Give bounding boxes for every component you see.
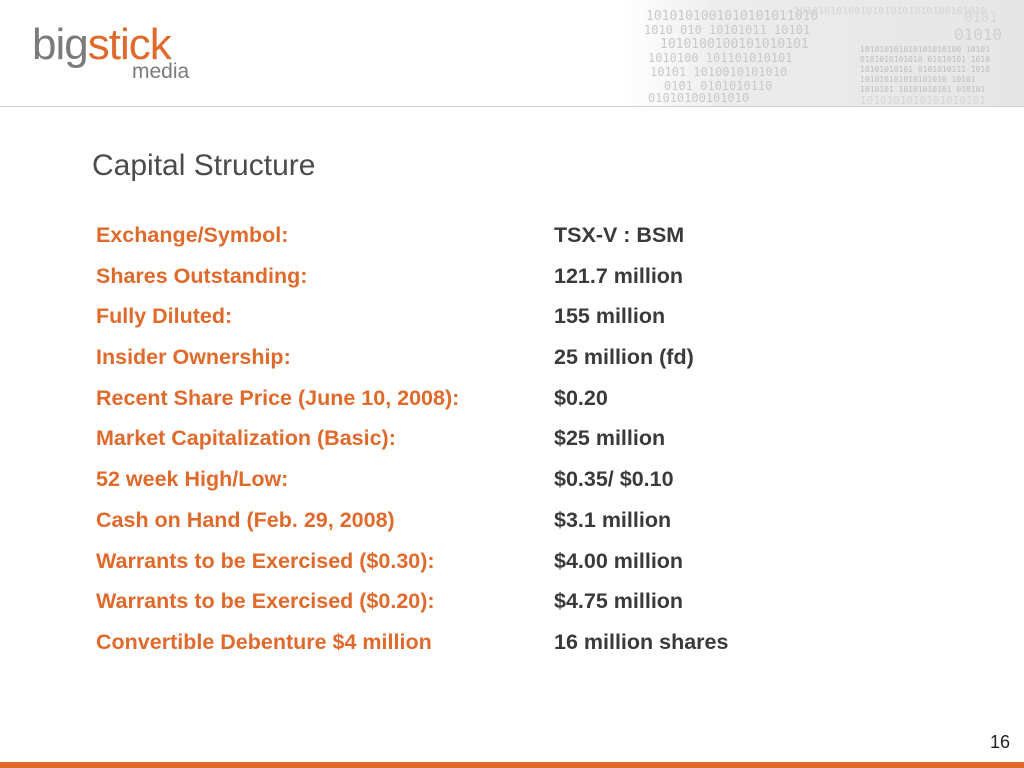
footer-accent-bar [0,762,1024,768]
row-label: Cash on Hand (Feb. 29, 2008) [96,507,395,532]
row-label: Market Capitalization (Basic): [96,426,396,451]
logo-subtitle: media [132,60,190,83]
row-label: Warrants to be Exercised ($0.20): [96,589,435,614]
table-row [96,342,796,383]
table-row [96,505,796,546]
table-row [96,586,796,627]
row-value: $0.35/ $0.10 [554,467,674,492]
row-value: TSX-V : BSM [554,223,685,247]
table-row [96,383,796,424]
row-value: 121.7 million [554,263,684,288]
svg-text:10101010101 0101010111 1010: 10101010101 0101010111 1010 [860,65,991,74]
row-label: Shares Outstanding: [96,263,308,288]
table-row [96,301,796,342]
binary-pattern-graphic [624,0,1024,106]
row-value: $25 million [554,426,666,451]
svg-text:1010100100101010101: 1010100100101010101 [660,37,809,52]
table-row [96,220,796,261]
logo-word-stick: stick [87,20,171,69]
row-value: 25 million (fd) [554,345,694,370]
table-row [96,423,796,464]
svg-text:0101 0101010110: 0101 0101010110 [664,79,773,93]
svg-text:01010100101010: 01010100101010 [648,91,750,105]
binary-digits-pattern [624,0,1024,106]
svg-text:01010: 01010 [954,25,1003,44]
row-label: Convertible Debenture $4 million [96,629,432,654]
svg-text:0101010101010 01010101 1010: 0101010101010 01010101 1010 [860,55,991,64]
row-label: Insider Ownership: [96,345,291,370]
row-value: 155 million [554,304,666,329]
svg-text:1010101 10101010101 010101: 1010101 10101010101 010101 [860,85,986,94]
page-number: 16 [989,732,1010,752]
svg-text:0101: 0101 [964,10,998,26]
svg-text:1010101001010101011010: 1010101001010101011010 [646,9,819,24]
logo-word-big: big [32,20,88,69]
row-label: 52 week High/Low: [96,467,289,492]
row-label: Exchange/Symbol: [96,223,289,247]
row-value: $4.75 million [554,589,684,614]
slide-title: Capital Structure [92,149,316,182]
svg-text:1010101010101010101: 1010101010101010101 [860,94,986,106]
row-value: $0.20 [554,385,608,410]
table-row [96,627,796,668]
svg-text:1010 010 10101011 10101: 1010 010 10101011 10101 [644,23,811,37]
slide-header [0,0,1024,107]
row-label: Fully Diluted: [96,304,233,329]
row-label: Warrants to be Exercised ($0.30): [96,548,435,573]
capital-structure-table [96,220,796,668]
bigstick-media-logo [32,20,192,83]
svg-text:10101 1010010101010: 10101 1010010101010 [650,65,788,79]
svg-text:101010101010101010 10101: 101010101010101010 10101 [860,75,976,84]
table-row [96,261,796,302]
svg-text:1010100 101101010101: 1010100 101101010101 [648,51,793,65]
row-value: $3.1 million [554,507,672,532]
row-label: Recent Share Price (June 10, 2008): [96,385,460,410]
row-value: $4.00 million [554,548,684,573]
svg-text:101010101001010101010101001010: 10101010100101010101010100101010 [794,6,987,17]
row-value: 16 million shares [554,629,729,654]
table-row [96,464,796,505]
table-row [96,546,796,587]
svg-text:101010101010101010100 10101: 101010101010101010100 10101 [860,45,991,54]
